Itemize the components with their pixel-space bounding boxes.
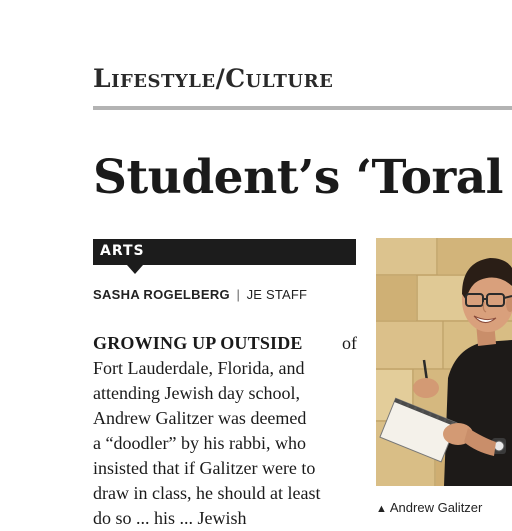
- section-title: Lifestyle/Culture: [93, 64, 334, 93]
- article-body: [93, 331, 357, 531]
- category-tag-pointer: [127, 265, 143, 274]
- byline-separator: |: [236, 287, 240, 302]
- section-divider: [93, 106, 512, 110]
- byline-author: SASHA ROGELBERG: [93, 287, 230, 302]
- body-line: [93, 481, 357, 506]
- byline: [93, 287, 307, 302]
- article-photo: [376, 238, 512, 486]
- body-line: [93, 431, 357, 456]
- category-tag-label: ARTS: [100, 243, 145, 259]
- article-headline: Student’s ‘Toral: [93, 150, 504, 205]
- lead-in-text: GROWING UP OUTSIDE: [93, 333, 303, 353]
- photo-caption: [376, 500, 482, 515]
- body-line: [93, 406, 357, 431]
- body-line: [93, 356, 357, 381]
- body-line-text: do so ... his ... Jewish: [93, 508, 247, 528]
- body-line-text: insisted that if Galitzer were to: [93, 458, 316, 478]
- caption-text: Andrew Galitzer: [389, 500, 483, 515]
- body-line-text: Andrew Galitzer was deemed: [93, 408, 307, 428]
- byline-role: JE STAFF: [246, 287, 308, 302]
- body-line-cut: [93, 506, 357, 531]
- category-tag: [93, 239, 356, 265]
- body-line-text: attending Jewish day school,: [93, 383, 300, 403]
- body-line: [93, 331, 357, 356]
- body-line: [93, 456, 357, 481]
- body-line-text: draw in class, he should at least: [93, 483, 321, 503]
- caption-triangle-icon: ▲: [376, 503, 387, 515]
- body-line: [93, 381, 357, 406]
- body-line-text: Fort Lauderdale, Florida, and: [93, 358, 305, 378]
- photo-illustration: [376, 238, 512, 486]
- body-line-text: a “doodler” by his rabbi, who: [93, 433, 306, 453]
- body-word: of: [342, 333, 357, 353]
